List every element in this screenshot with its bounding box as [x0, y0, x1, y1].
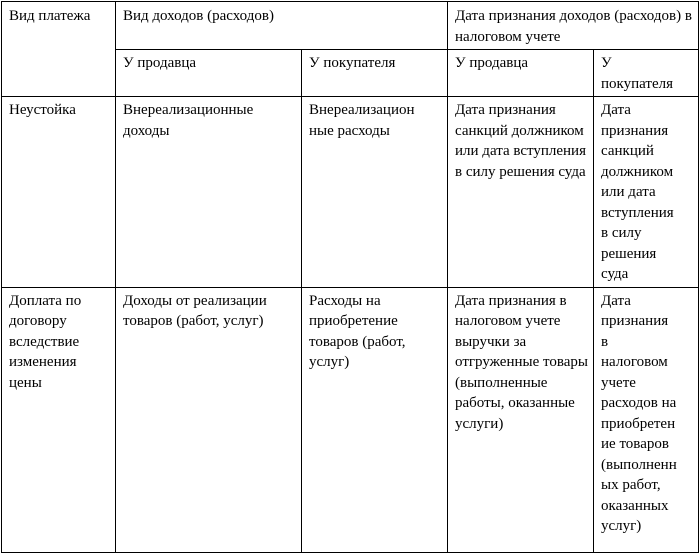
header-row-primary — [2, 2, 699, 50]
header-recognition-date-cell — [448, 2, 699, 50]
payments-table — [1, 1, 699, 553]
buyer-date-cell — [594, 97, 699, 288]
buyer-expense-cell — [302, 287, 448, 552]
header-seller-date-cell — [448, 50, 594, 97]
header-buyer-cell — [302, 50, 448, 97]
table-row — [2, 287, 699, 552]
buyer-date-cell — [594, 287, 699, 552]
header-buyer: У покупателя — [309, 55, 396, 71]
header-recognition-date: Дата признания доходов (расходов) в налоговом учете — [455, 8, 692, 45]
header-payment-type-cell — [2, 2, 116, 97]
buyer-expense-text: Расходы на приобретение товаров (работ, услуг) — [309, 292, 406, 370]
seller-date-cell — [448, 287, 594, 552]
header-buyer-date-cell — [594, 50, 699, 97]
header-seller-cell — [116, 50, 302, 97]
buyer-date-text: Дата признания в налоговом учете расходов на приобретен ие товаров (выполненн ых работ, оказанных услуг) — [601, 292, 677, 534]
buyer-expense-cell — [302, 97, 448, 288]
header-income-type: Вид доходов (расходов) — [123, 8, 274, 24]
payment-type-text: Неустойка — [9, 102, 76, 118]
seller-date-text: Дата признания санкций должником или дата вступления в силу решения суда — [455, 102, 586, 180]
payment-type-cell — [2, 287, 116, 552]
payment-type-text: Доплата по договору вследствие изменения цены — [9, 292, 82, 391]
header-payment-type: Вид платежа — [9, 8, 91, 24]
header-buyer-date: У покупателя — [601, 55, 674, 92]
header-income-type-cell — [116, 2, 448, 50]
header-seller-date: У продавца — [455, 55, 529, 71]
buyer-expense-text: Внереализацион ные расходы — [309, 102, 415, 139]
seller-income-text: Внереализационные доходы — [123, 102, 254, 139]
table-row — [2, 97, 699, 288]
seller-date-text: Дата признания в налоговом учете выручки за отгруженные товары (выполненные работы, оказанные услуги) — [455, 292, 588, 432]
buyer-date-text: Дата признания санкций должником или дата вступления в силу решения суда — [601, 102, 674, 282]
payment-type-cell — [2, 97, 116, 288]
seller-date-cell — [448, 97, 594, 288]
seller-income-cell — [116, 97, 302, 288]
header-seller: У продавца — [123, 55, 197, 71]
seller-income-cell — [116, 287, 302, 552]
seller-income-text: Доходы от реализации товаров (работ, услуг) — [123, 292, 267, 329]
